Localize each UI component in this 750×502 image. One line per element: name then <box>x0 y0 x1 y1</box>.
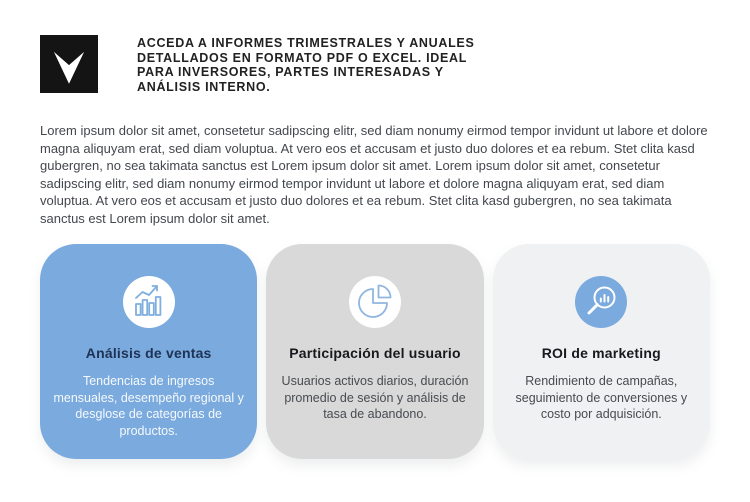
v-mark-icon <box>40 35 98 93</box>
logo[interactable] <box>40 35 98 93</box>
card-sales-analysis[interactable] <box>40 244 257 459</box>
card-description: Rendimiento de campañas, seguimiento de conversiones y costo por adquisición. <box>515 374 688 421</box>
bar-chart-growth-icon <box>123 276 175 328</box>
header <box>40 35 489 94</box>
intro-paragraph: Lorem ipsum dolor sit amet, consetetur sadipscing elitr, sed diam nonumy eirmod tempor invidunt ut labore et dolore magna aliquyam erat, sed diam voluptua. At vero eos et accusam et justo duo dolores et ea rebum. Stet clita kasd gubergren, no sea takimata sanctus est Lorem ipsum dolor sit amet. Lorem ipsum dolor sit amet, consetetur sadipscing elitr, sed diam nonumy eirmod tempor invidunt ut labore et dolore magna aliquyam erat, sed diam voluptua. At vero eos et accusam et justo duo dolores et ea rebum. Stet clita kasd gubergren, no sea takimata sanctus est Lorem ipsum dolor sit amet. <box>40 123 708 226</box>
card-title: ROI de marketing <box>541 345 661 361</box>
card-title: Análisis de ventas <box>85 345 212 361</box>
page-title: ACCEDA A INFORMES TRIMESTRALES Y ANUALES DETALLADOS EN FORMATO PDF O EXCEL. IDEAL PARA INVERSORES, PARTES INTERESADAS Y ANÁLISIS INTERNO. <box>137 36 475 94</box>
card-description: Usuarios activos diarios, duración promedio de sesión y análisis de tasa de abandono. <box>281 374 469 421</box>
pie-chart-icon <box>349 276 401 328</box>
card-user-engagement[interactable] <box>266 244 483 459</box>
card-marketing-roi[interactable] <box>493 244 710 459</box>
magnifier-chart-icon <box>575 276 627 328</box>
card-title: Participación del usuario <box>289 345 461 361</box>
feature-cards <box>40 244 710 459</box>
card-description: Tendencias de ingresos mensuales, desempeño regional y desglose de categorías de productos. <box>53 374 244 438</box>
